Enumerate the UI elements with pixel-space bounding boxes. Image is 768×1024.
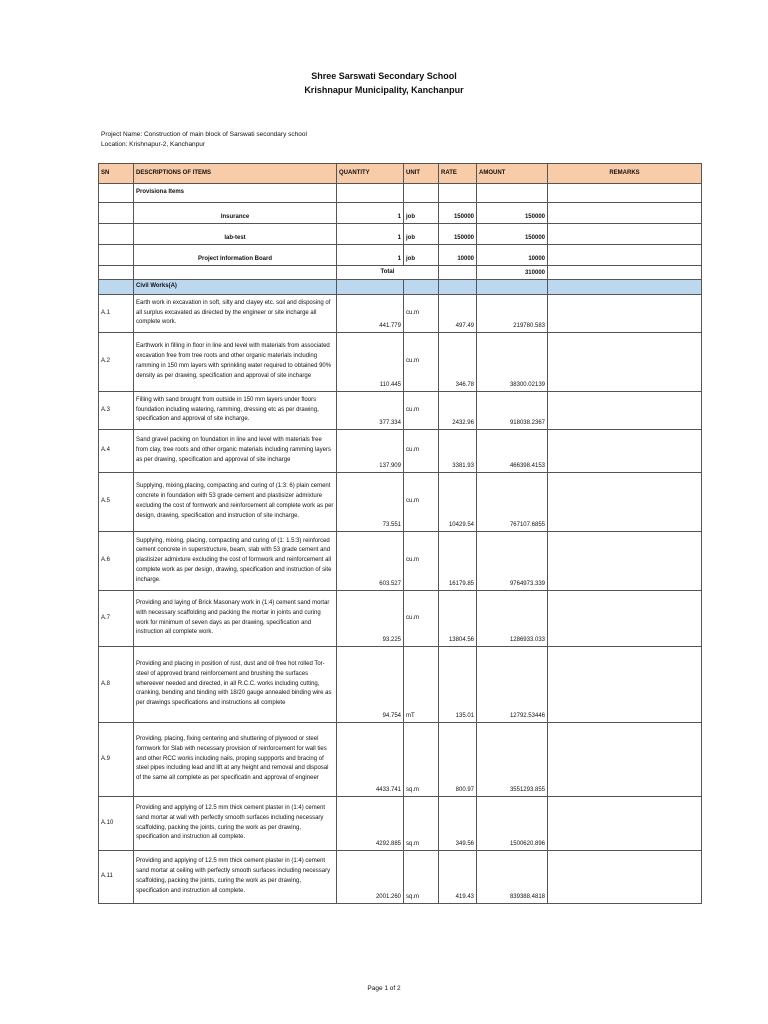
item-unit: cu.m (404, 333, 439, 392)
item-remarks (548, 532, 702, 591)
item-amount: 767107.6855 (477, 473, 548, 532)
item-description: Filling with sand brought from outside in 150 mm layers under floors foundation including watering, ramming, dressing etc as per drawing, specification and approval of site incharge. (134, 392, 337, 430)
item-quantity: 73.551 (337, 473, 404, 532)
item-quantity: 441.779 (337, 295, 404, 333)
item-quantity: 4433.741 (337, 723, 404, 797)
provisional-item-unit: job (404, 203, 439, 224)
col-header-quantity: QUANTITY (337, 164, 404, 184)
item-rate: 2432.96 (439, 392, 477, 430)
item-sn: A.1 (99, 295, 134, 333)
table-row (99, 333, 702, 392)
item-amount: 3551293.855 (477, 723, 548, 797)
item-amount: 38300.02139 (477, 333, 548, 392)
provisional-item-amount: 150000 (477, 224, 548, 245)
item-unit: cu.m (404, 392, 439, 430)
item-amount: 466398.4153 (477, 430, 548, 473)
table-header-row (99, 164, 702, 184)
table-row (99, 473, 702, 532)
item-sn: A.2 (99, 333, 134, 392)
provisional-title-row (99, 184, 702, 203)
item-description: Sand gravel packing on foundation in line and level with materials free from clay, tree roots and other organic materials including ramming layers as per drawing, specification and approval of site incharge (134, 430, 337, 473)
item-rate: 3381.93 (439, 430, 477, 473)
project-location: Location: Krishnapur-2, Kanchanpur (101, 141, 206, 148)
item-sn: A.9 (99, 723, 134, 797)
item-amount: 918038.2367 (477, 392, 548, 430)
item-sn: A.5 (99, 473, 134, 532)
item-rate: 13804.56 (439, 591, 477, 647)
item-quantity: 377.334 (337, 392, 404, 430)
table-row (99, 591, 702, 647)
provisional-item-unit: job (404, 224, 439, 245)
item-sn: A.4 (99, 430, 134, 473)
provisional-item-rate: 10000 (439, 245, 477, 266)
item-remarks (548, 647, 702, 723)
item-rate: 135.01 (439, 647, 477, 723)
item-sn: A.8 (99, 647, 134, 723)
item-quantity: 93.225 (337, 591, 404, 647)
col-header-remarks: REMARKS (548, 164, 702, 184)
item-remarks (548, 591, 702, 647)
item-description: Supplying, mixing,placing, compacting and curing of (1:3: 6) plain cement concrete in foundation with 53 grade cement and plastisizer admixture excluding the cost of formwork and reinforcement all complete work as per design, drawing, specification and instruction of site incharge. (134, 473, 337, 532)
provisional-item-amount: 10000 (477, 245, 548, 266)
item-sn: A.10 (99, 797, 134, 851)
provisional-item-unit: job (404, 245, 439, 266)
item-quantity: 4292.885 (337, 797, 404, 851)
item-remarks (548, 851, 702, 904)
item-unit: cu.m (404, 532, 439, 591)
item-sn: A.6 (99, 532, 134, 591)
provisional-item-desc: lab-test (134, 224, 337, 245)
provisional-title: Provisiona Items (134, 184, 337, 203)
provisional-item-rate: 150000 (439, 203, 477, 224)
item-description: Earth work in excavation in soft, silty and clayey etc. soil and disposing of all surplus excavated as directed by the engineer or site incharge all complete work. (134, 295, 337, 333)
item-quantity: 94.754 (337, 647, 404, 723)
provisional-item-desc: Insurance (134, 203, 337, 224)
table-row (99, 430, 702, 473)
item-description: Providing and applying of 12.5 mm thick cement plaster in (1:4) cement sand mortar at wall with perfectly smooth surfaces including necessary scaffolding, packing the joints, curing the work as per drawing, specification and instruction all complete. (134, 797, 337, 851)
provisional-item-qty: 1 (337, 245, 404, 266)
item-description: Providing and placing in position of rust, dust and oil free hot rolled Tor-steel of approved brand reinforcement and brushing the surfaces whereever needed and directed, in all R.C.C. works including cutting, cranking, bending and binding with 18/20 gauge annealed binding wire as per drawings specifications and instructions all complete (134, 647, 337, 723)
item-amount: 1286933.033 (477, 591, 548, 647)
provisional-row (99, 224, 702, 245)
school-name: Shree Sarswati Secondary School (311, 71, 457, 81)
col-header-sn: SN (99, 164, 134, 184)
table-row (99, 295, 702, 333)
provisional-row (99, 245, 702, 266)
item-remarks (548, 392, 702, 430)
item-unit: sq.m (404, 851, 439, 904)
item-sn: A.7 (99, 591, 134, 647)
project-name: Project Name: Construction of main block of Sarswati secondary school (101, 131, 307, 138)
item-rate: 800.97 (439, 723, 477, 797)
item-remarks (548, 295, 702, 333)
table-row (99, 647, 702, 723)
item-rate: 349.56 (439, 797, 477, 851)
item-rate: 16179.85 (439, 532, 477, 591)
provisional-total-row (99, 266, 702, 280)
table-row (99, 797, 702, 851)
item-description: Earthwork in filling in floor in line and level with materials from associated excavation free from tree roots and other organic materials including ramming in 150 mm layers with sprinkling water required to obtained 90% density as per drawing, specification and approval of site incharge (134, 333, 337, 392)
item-sn: A.11 (99, 851, 134, 904)
provisional-total-amount: 310000 (477, 266, 548, 280)
item-unit: sq.m (404, 797, 439, 851)
item-amount: 839388.4818 (477, 851, 548, 904)
item-description: Supplying, mixing, placing, compacting and curing of (1: 1.5:3) reinforced cement concrete in superstructure, beam, slab with 53 grade cement and plastisizer admixture excluding the cost of formwork and reinforcement all complete work as per design, drawing, specification and instruction of site incharge. (134, 532, 337, 591)
item-amount: 1500620.896 (477, 797, 548, 851)
item-quantity: 137.909 (337, 430, 404, 473)
item-rate: 497.49 (439, 295, 477, 333)
civil-works-title-row (99, 280, 702, 295)
table-row (99, 532, 702, 591)
item-description: Providing, placing, fixing centering and shuttering of plywood or steel formwork for Slab with necessary provision of reinforcement for wall ties and other RCC works including nails, proping suppports and bracing of steel pipes including lead and lift at any height and removal and disposal of the same all complete as per specificatin and approval of engineer (134, 723, 337, 797)
item-unit: cu.m (404, 473, 439, 532)
provisional-item-rate: 150000 (439, 224, 477, 245)
table-row (99, 392, 702, 430)
item-description: Providing and applying of 12.5 mm thick cement plaster in (1:4) cement sand mortar at ceiling with perfectly smooth surfaces including necessary scaffolding, packing the joints, curing the work as per drawing, specification and instruction all complete. (134, 851, 337, 904)
page-footer: Page 1 of 2 (367, 985, 401, 992)
item-quantity: 110.445 (337, 333, 404, 392)
item-rate: 419.43 (439, 851, 477, 904)
item-amount: 219780.583 (477, 295, 548, 333)
civil-works-title: Civil Works(A) (134, 280, 337, 295)
item-amount: 12792.53446 (477, 647, 548, 723)
item-remarks (548, 430, 702, 473)
item-unit: cu.m (404, 591, 439, 647)
col-header-unit: UNIT (404, 164, 439, 184)
item-remarks (548, 797, 702, 851)
provisional-item-qty: 1 (337, 224, 404, 245)
item-quantity: 603.527 (337, 532, 404, 591)
item-remarks (548, 473, 702, 532)
item-unit: cu.m (404, 430, 439, 473)
boq-table (98, 163, 702, 904)
provisional-total-label: Total (337, 266, 439, 280)
col-header-rate: RATE (439, 164, 477, 184)
provisional-row (99, 203, 702, 224)
item-description: Providing and laying of Brick Masonary work in (1:4) cement sand mortar with necessary scaffolding and packing the mortar in joints and curing work for minimum of seven days as per drawing, specification and instruction all complete work. (134, 591, 337, 647)
item-unit: sq.m (404, 723, 439, 797)
item-unit: mT (404, 647, 439, 723)
municipality-name: Krishnapur Municipality, Kanchanpur (304, 85, 464, 95)
col-header-amount: AMOUNT (477, 164, 548, 184)
item-amount: 9764973.339 (477, 532, 548, 591)
item-rate: 10429.54 (439, 473, 477, 532)
col-header-description: DESCRIPTIONS OF ITEMS (134, 164, 337, 184)
table-row (99, 851, 702, 904)
item-sn: A.3 (99, 392, 134, 430)
provisional-item-amount: 150000 (477, 203, 548, 224)
item-rate: 346.78 (439, 333, 477, 392)
item-remarks (548, 333, 702, 392)
item-remarks (548, 723, 702, 797)
item-quantity: 2001.260 (337, 851, 404, 904)
table-row (99, 723, 702, 797)
item-unit: cu.m (404, 295, 439, 333)
provisional-item-desc: Project Information Board (134, 245, 337, 266)
provisional-item-qty: 1 (337, 203, 404, 224)
